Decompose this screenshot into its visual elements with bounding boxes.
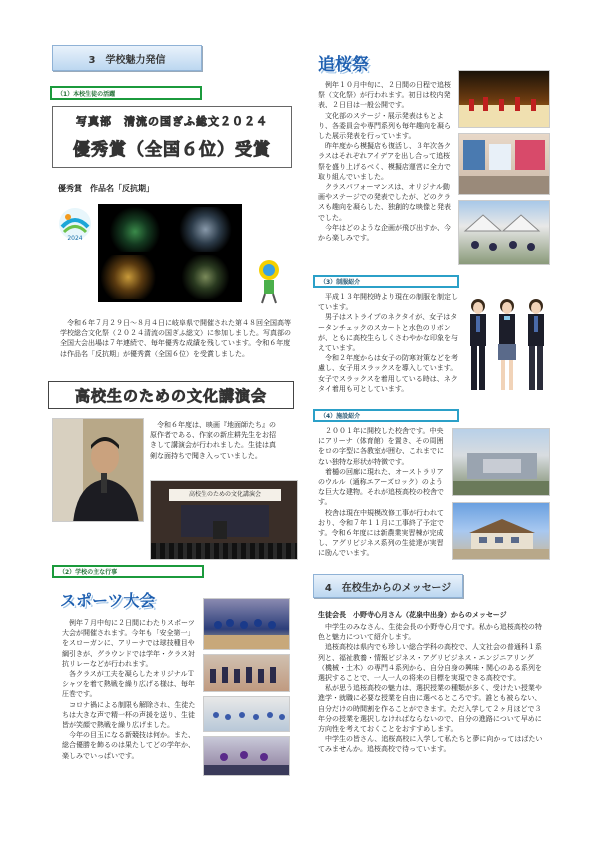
lecture-paragraph: 令和６年度は、映画『地面師たち』の原作者である、作家の新庄耕先生をお招きして講演会が行われました。生徒は真剣な面持ちで聞き入っていました。 <box>150 421 276 460</box>
sub-header-events-text: （2）学校の主な行事 <box>59 569 118 576</box>
award-banner <box>52 106 292 168</box>
lecture-stage-photo <box>150 480 298 560</box>
sports-photo-3 <box>203 696 290 732</box>
message-paragraph-1: 中学生のみなさん、生徒会長の小野寺心月です。私から追桜高校の特色と魅力について紹介します。 <box>318 623 542 642</box>
festival-logo <box>56 205 94 243</box>
award-photo-1 <box>101 207 169 252</box>
award-text <box>60 318 296 359</box>
section4-header <box>313 574 463 598</box>
festival-paragraph-2: 文化部のステージ・展示発表はもとより、各委員会や専門系列も毎年趣向を凝らした展示発表を行っています。 <box>318 111 451 141</box>
stage-banner: 高校生のための文化講演会 <box>169 489 281 501</box>
sub-header-facility-text: （4）施設紹介 <box>320 413 361 420</box>
message-from: 生徒会長 小野寺心月さん（花泉中出身）からのメッセージ <box>318 611 507 619</box>
award-photo-3 <box>101 255 169 300</box>
sub-header-events <box>52 565 204 578</box>
sports-photo-2 <box>203 654 290 692</box>
sports-title: スポーツ大会 <box>60 591 156 610</box>
message-text <box>318 622 546 755</box>
festival-photo-3 <box>458 200 550 265</box>
facility-paragraph-3: 校舎は現在中規模改修工事が行われており、令和７年１１月に工事終了予定です。令和６年度には新農業実習棟が完成し、アグリビジネス系列の生徒達が実習に励んでいます。 <box>318 508 444 558</box>
sports-paragraph-2: 各クラスが工夫を凝らしたオリジナルＴシャツを着て熱戦を繰り広げる様は、毎年圧巻です。 <box>62 670 195 699</box>
section4-header-text: 4 在校生からのメッセージ <box>324 582 452 594</box>
sub-header-uniform <box>313 275 459 288</box>
award-photo-grid <box>98 204 242 302</box>
sub-header-activities-text: （1）本校生徒の活躍 <box>57 90 116 98</box>
festival-paragraph-5: 今年はどのような企画が飛び出すか、今から楽しみです。 <box>318 223 451 243</box>
work-title: 優秀賞 作品名「反抗期」 <box>58 184 154 193</box>
message-paragraph-2: 追桜高校は県内でも珍しい総合学科の高校で、人文社会の普通科１系列と、福祉教養・情報ビジネス・アグリビジネス・エンジニアリング（機械・土木）の専門４系列から、自分自身の興味・関心のある系列を選択することで、一人一人の将来の目標を実現できる高校です。 <box>318 643 542 683</box>
sub-header-uniform-text: （3）制服紹介 <box>320 279 361 286</box>
festival-title: 追桜祭 <box>318 55 369 75</box>
festival-photo-1 <box>458 70 550 128</box>
facility-photo-building <box>452 502 550 560</box>
facility-text <box>318 426 444 559</box>
uniform-illustration <box>464 292 550 398</box>
uniform-paragraph-3: 令和２年度からは女子の防寒対策などを考慮し、女子用スラックスを導入しています。女子でスラックスを着用している時は、ネクタイ着用も可としています。 <box>318 354 458 393</box>
award-paragraph: 令和６年７月２９日～８月４日に岐阜県で開催された第４８回全国高等学校総合文化祭（２０２４清流の国ぎふ総文）に参加しました。写真部の全国大会出場は７年連続で、毎年優秀な成績を残しています。令和６年度は作品名「反抗期」が優秀賞（全国６位）を受賞しました。 <box>60 319 291 358</box>
lecture-text <box>150 420 280 461</box>
festival-paragraph-4: クラスパフォーマンスは、オリジナル動画やステージでの発表でしたが、どのクラスも趣向を凝らした、独創的な映像と発表でした。 <box>318 183 451 222</box>
sports-text <box>62 618 196 761</box>
festival-photo-2 <box>458 133 550 195</box>
uniform-paragraph-2: 男子はストライプのネクタイが、女子はタータンチェックのスカートと水色のリボンが、ともに高校生らしくさわやかな印象を与えています。 <box>318 313 458 353</box>
sports-paragraph-1: 例年７月中旬に２日間にわたりスポーツ大会が開催されます。今年も「安全第一」をスローガンに、アリーナでは球技種目や綱引きが、グラウンドでは学年・クラス対抗リレーなどが行われます。 <box>62 619 195 668</box>
lecture-banner-text: 高校生のための文化講演会 <box>74 386 267 405</box>
lecture-banner <box>48 381 294 409</box>
message-paragraph-3: 私が思う追桜高校の魅力は、選択授業の種類が多く、受けたい授業や進学・就職に必要な授業を自由に選べるところです。誰とも被らない、自分だけの時間割を作ることができます。ただ入学して２ヶ月ほどで３年分の授業を選択しなければならないので、自分の進路について早めに方向性を考えておくことをおすすめします。 <box>318 684 542 734</box>
mascot-illustration <box>256 258 282 304</box>
lecturer-photo <box>52 418 144 522</box>
uniform-paragraph-1: 平成１３年開校時より現在の制服を制定しています。 <box>318 293 458 312</box>
award-banner-line2: 優秀賞（全国６位）受賞 <box>73 140 271 160</box>
award-banner-line1: 写真部 清流の国ぎふ総文２０２４ <box>76 115 268 128</box>
sports-paragraph-3: コロナ禍による制限も解除され、生徒たちは大きな声で精一杯の声援を送り、生徒皆が笑顔で熱戦を繰り広げました。 <box>62 700 196 730</box>
festival-paragraph-1: 例年１０月中旬に、２日間の日程で追桜祭（文化祭）が行われます。初日は校内発表、２日目は一般公開です。 <box>318 81 451 110</box>
facility-photo-aerial <box>452 428 550 496</box>
award-photo-4 <box>172 255 240 300</box>
festival-paragraph-3: 昨年度から模擬店も復活し、３年次各クラスはそれぞれアイデアを出し合って追桜祭を盛り上げるべく、模擬店運営に全力で取り組んでいました。 <box>318 142 451 181</box>
svg-text:2024: 2024 <box>67 235 83 242</box>
facility-paragraph-1: ２００１年に開校した校舎です。中央にアリーナ（体育館）を置き、その周囲をロの字型に各教室が囲む、これまでにない独特な形状が特徴です。 <box>318 427 444 466</box>
sports-photo-4 <box>203 736 290 776</box>
uniform-text <box>318 292 460 394</box>
sub-header-facility <box>313 409 459 422</box>
sub-header-activities <box>50 86 202 100</box>
award-photo-2 <box>172 207 240 252</box>
sports-photo-1 <box>203 598 290 650</box>
festival-text <box>318 80 452 243</box>
sports-paragraph-4: 今年の目玉になる新競技は何か。また、総合優勝を飾るのは果たしてどの学年か、楽しみでいっぱいです。 <box>62 731 195 760</box>
facility-paragraph-2: 着樋の回廊に現れた、オーストラリアのウルル（通称エアーズロック）のような巨大な建物。それが追桜高校の校舎です。 <box>318 467 444 507</box>
message-paragraph-4: 中学生の皆さん、追桜高校に入学して私たちと夢に向かってはばたいてみませんか。追桜高校で待っています。 <box>318 735 543 754</box>
section3-header-text: 3 学校魅力発信 <box>88 54 166 66</box>
section3-header <box>52 45 202 71</box>
